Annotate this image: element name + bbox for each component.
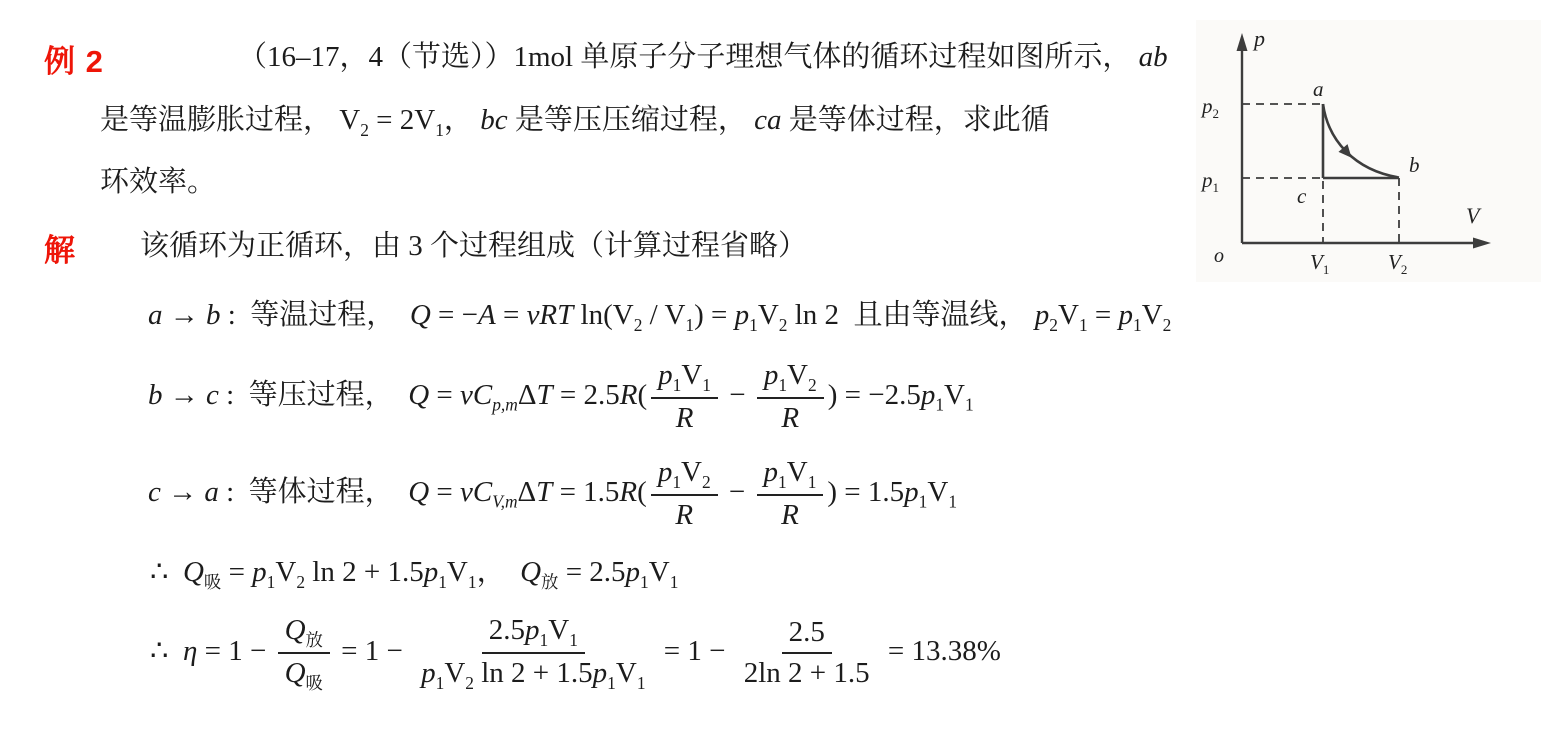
p1-tick-label: $p_1$ [1202, 168, 1219, 195]
pv-diagram [1196, 20, 1541, 282]
fraction: $\frac{2.5}{2\ln 2 + 1.5}$ [743, 615, 870, 690]
point-a-label: a [1313, 77, 1324, 101]
point-c-label: c [1297, 184, 1307, 208]
problem-line-2: 是等温膨胀过程， $V_2 = 2V_1$， bc 是等压压缩过程， ca 是等体过程，求此循 [100, 104, 1050, 140]
fraction: $\frac{p_1V_1}{R}$ [651, 359, 718, 436]
origin-label: o [1214, 245, 1224, 267]
v1-tick-label: $V_1$ [1310, 250, 1330, 277]
equation-isochoric-ca: c → a : 等体过程， $Q = \nu C_{V,m}\Delta T = 1.5R$( $\frac{p_1V_2}{R}$ − $\frac{p_1V_1}{R}$ ) = $1.5p_1V_1$ [148, 456, 958, 532]
v-axis-label: V [1466, 203, 1480, 228]
solution-label: 解 [44, 233, 76, 268]
fraction: $\frac{2.5p_1V_1}{p_1V_2 \ln 2 + 1.5p_1V_1}$ [421, 614, 646, 693]
solution-intro: 该循环为正循环，由 3 个过程组成（计算过程省略） [140, 230, 808, 262]
example-label: 例 2 [44, 44, 104, 79]
equation-isobaric-bc: b → c : 等压过程， $Q = \nu C_{p,m}\Delta T = 2.5R$( $\frac{p_1V_1}{R}$ − $\frac{p_1V_2}{R}$ ) = $-2.5p_1V_1$ [148, 359, 974, 435]
problem-line-3: 环效率。 [100, 166, 217, 198]
v2-tick-label: $V_2$ [1388, 250, 1408, 277]
p-axis-label: p [1254, 26, 1265, 51]
fraction: $\frac{p_1V_2}{R}$ [757, 359, 824, 436]
point-b-label: b [1409, 153, 1420, 177]
equation-heat-totals: ∴ $Q_吸 = p_1V_2$ $\ln 2 + 1.5p_1V_1$， $Q_放 = 2.5p_1V_1$ [150, 556, 679, 592]
fraction: $\frac{p_1V_2}{R}$ [651, 456, 718, 533]
equation-efficiency: ∴ η = 1 − $\frac{Q_放}{Q_吸}$ = 1 − $\frac{2.5p_1V_1}{p_1V_2 \ln 2 + 1.5p_1V_1}$ = 1 − $\frac{2.5}{2\ln 2 + 1.5}$ = 13.38% [150, 614, 1001, 693]
fraction: $\frac{p_1V_1}{R}$ [757, 456, 824, 533]
problem-line-1: （16–17，4（节选））1mol 单原子分子理想气体的循环过程如图所示， ab [238, 41, 1168, 73]
p2-tick-label: $p_2$ [1202, 94, 1219, 121]
equation-isothermal-ab: a → b : 等温过程， Q = −A = νRT $\ln(V_2 / V_1) = p_1V_2$ ln 2 且由等温线， $p_2V_1 = p_1V_2$ [148, 299, 1172, 335]
fraction: $\frac{Q_放}{Q_吸}$ [278, 614, 330, 692]
